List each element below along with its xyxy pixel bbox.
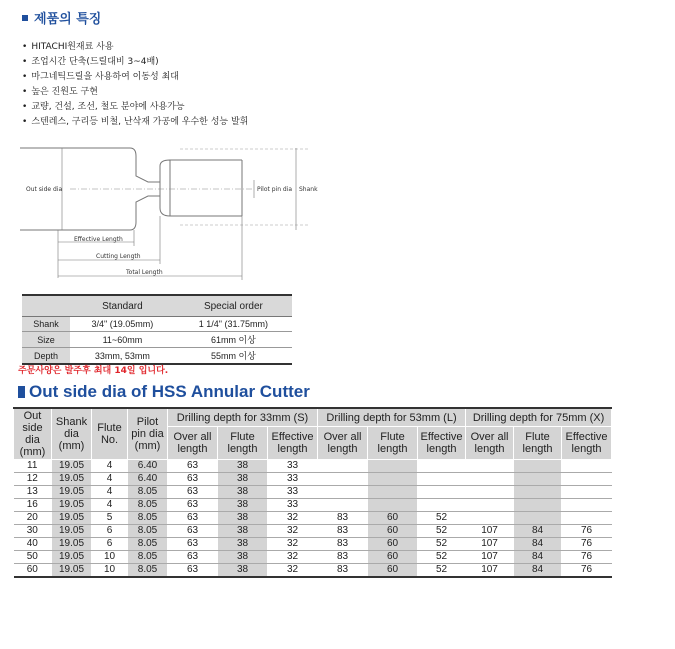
table-cell: 32 — [268, 551, 318, 564]
table-cell: 8.05 — [128, 512, 168, 525]
header-effective-length: Effective length — [562, 427, 612, 460]
table-cell: 63 — [168, 473, 218, 486]
effective-length-label: Effective Length — [74, 236, 123, 243]
table-cell — [466, 460, 514, 473]
table-cell: 52 — [418, 551, 466, 564]
table-row — [14, 460, 612, 473]
shank-table-header — [22, 295, 70, 317]
table-cell: 33 — [268, 486, 318, 499]
table-cell — [368, 499, 418, 512]
table-cell: 19.05 — [52, 499, 92, 512]
shank-table — [22, 294, 292, 365]
row-label: Size — [22, 332, 70, 348]
table-cell: 8.05 — [128, 486, 168, 499]
table-cell: 6 — [92, 525, 128, 538]
feature-item: • 마그네틱드릴을 사용하여 이동성 최대 — [22, 70, 248, 85]
table-cell: 63 — [168, 564, 218, 578]
shank-label: Shank — [299, 186, 318, 193]
table-cell: 19.05 — [52, 551, 92, 564]
table-cell: 10 — [92, 564, 128, 578]
table-cell: 19.05 — [52, 538, 92, 551]
table-cell: 83 — [318, 551, 368, 564]
table-cell: 40 — [14, 538, 52, 551]
table-cell: 60 — [368, 525, 418, 538]
table-cell: 13 — [14, 486, 52, 499]
table-cell: 84 — [514, 538, 562, 551]
table-cell — [514, 512, 562, 525]
table-cell — [368, 473, 418, 486]
table-cell — [514, 486, 562, 499]
table-cell: 52 — [418, 538, 466, 551]
table-cell — [514, 460, 562, 473]
shank-outline — [160, 160, 242, 216]
header-group-53mm: Drilling depth for 53mm (L) — [318, 408, 466, 427]
table-cell — [418, 473, 466, 486]
table-cell: 38 — [218, 564, 268, 578]
square-bullet-icon — [18, 386, 25, 398]
table-cell: 84 — [514, 525, 562, 538]
table-cell — [318, 486, 368, 499]
header-out-side-dia: Out side dia (mm) — [14, 408, 52, 460]
table-row — [14, 525, 612, 538]
table-row — [22, 317, 292, 332]
section-header — [18, 382, 310, 402]
feature-list — [22, 40, 248, 130]
table-cell — [466, 499, 514, 512]
header-over-all-length: Over all length — [318, 427, 368, 460]
cutter-spec-table — [13, 407, 612, 578]
table-row — [14, 512, 612, 525]
table-cell: 107 — [466, 538, 514, 551]
row-label: Depth — [22, 348, 70, 365]
table-cell — [418, 499, 466, 512]
table-row — [14, 499, 612, 512]
table-cell — [318, 499, 368, 512]
table-cell: 19.05 — [52, 486, 92, 499]
table-cell: 33 — [268, 473, 318, 486]
table-cell: 107 — [466, 564, 514, 578]
table-cell: 63 — [168, 460, 218, 473]
table-cell — [466, 486, 514, 499]
table-row — [14, 486, 612, 499]
table-cell — [466, 473, 514, 486]
table-cell: 12 — [14, 473, 52, 486]
table-cell: 83 — [318, 564, 368, 578]
table-cell: 84 — [514, 551, 562, 564]
table-cell: 55mm 이상 — [175, 348, 292, 365]
table-cell: 3/4" (19.05mm) — [70, 317, 175, 332]
table-cell: 33 — [268, 460, 318, 473]
table-cell — [318, 473, 368, 486]
table-cell: 63 — [168, 512, 218, 525]
table-cell: 50 — [14, 551, 52, 564]
table-cell: 38 — [218, 551, 268, 564]
table-cell: 52 — [418, 512, 466, 525]
table-cell: 38 — [218, 460, 268, 473]
table-row — [22, 332, 292, 348]
section-title: Out side dia of HSS Annular Cutter — [29, 382, 310, 401]
table-cell: 8.05 — [128, 551, 168, 564]
table-cell: 38 — [218, 499, 268, 512]
table-cell: 33 — [268, 499, 318, 512]
table-cell — [562, 460, 612, 473]
table-cell — [562, 499, 612, 512]
header-group-33mm: Drilling depth for 33mm (S) — [168, 408, 318, 427]
table-cell: 107 — [466, 525, 514, 538]
table-cell: 76 — [562, 525, 612, 538]
table-cell: 6.40 — [128, 460, 168, 473]
pilot-pin-dia-label: Pilot pin dia — [257, 186, 293, 193]
table-cell: 16 — [14, 499, 52, 512]
table-cell: 32 — [268, 538, 318, 551]
table-cell: 63 — [168, 538, 218, 551]
table-cell: 6 — [92, 538, 128, 551]
header-flute-length: Flute length — [218, 427, 268, 460]
table-cell — [318, 460, 368, 473]
table-cell: 32 — [268, 512, 318, 525]
table-cell: 84 — [514, 564, 562, 578]
table-cell — [466, 512, 514, 525]
table-cell: 38 — [218, 512, 268, 525]
table-row — [14, 551, 612, 564]
table-row — [22, 348, 292, 365]
header-effective-length: Effective length — [418, 427, 466, 460]
feature-item: • 조업시간 단축(드릴대비 3~4배) — [22, 55, 248, 70]
table-cell: 107 — [466, 551, 514, 564]
header-over-all-length: Over all length — [168, 427, 218, 460]
cutter-diagram — [10, 146, 330, 286]
header-flute-length: Flute length — [368, 427, 418, 460]
out-side-dia-label: Out side dia — [26, 186, 63, 193]
table-cell: 8.05 — [128, 564, 168, 578]
table-cell: 76 — [562, 538, 612, 551]
header-group-75mm: Drilling depth for 75mm (X) — [466, 408, 612, 427]
table-cell — [418, 486, 466, 499]
table-cell: 8.05 — [128, 538, 168, 551]
table-cell: 8.05 — [128, 525, 168, 538]
table-cell: 52 — [418, 564, 466, 578]
table-cell: 83 — [318, 525, 368, 538]
table-cell: 38 — [218, 525, 268, 538]
table-cell — [562, 486, 612, 499]
table-cell: 61mm 이상 — [175, 332, 292, 348]
table-cell: 8.05 — [128, 499, 168, 512]
feature-item: • 높은 진원도 구현 — [22, 85, 248, 100]
header-flute-length: Flute length — [514, 427, 562, 460]
table-cell: 32 — [268, 564, 318, 578]
table-cell: 6.40 — [128, 473, 168, 486]
table-cell: 19.05 — [52, 512, 92, 525]
table-cell: 33mm, 53mm — [70, 348, 175, 365]
table-row — [14, 564, 612, 578]
header-pilot-pin-dia: Pilot pin dia (mm) — [128, 408, 168, 460]
table-cell: 63 — [168, 499, 218, 512]
table-cell: 11~60mm — [70, 332, 175, 348]
table-cell — [514, 473, 562, 486]
table-cell: 60 — [14, 564, 52, 578]
table-cell: 10 — [92, 551, 128, 564]
table-cell: 4 — [92, 499, 128, 512]
table-cell: 63 — [168, 551, 218, 564]
table-cell: 60 — [368, 538, 418, 551]
table-cell — [368, 460, 418, 473]
table-cell: 38 — [218, 538, 268, 551]
table-cell: 4 — [92, 460, 128, 473]
feature-item: • HITACHI원재료 사용 — [22, 40, 248, 55]
table-cell: 20 — [14, 512, 52, 525]
feature-item: • 스텐레스, 구리등 비철, 난삭재 가공에 우수한 성능 발휘 — [22, 115, 248, 130]
cutting-length-label: Cutting Length — [96, 253, 141, 260]
table-cell: 32 — [268, 525, 318, 538]
features-title: 제품의 특징 — [34, 12, 102, 27]
table-cell: 30 — [14, 525, 52, 538]
table-cell — [514, 499, 562, 512]
table-cell: 38 — [218, 486, 268, 499]
table-cell: 63 — [168, 486, 218, 499]
table-cell: 52 — [418, 525, 466, 538]
table-cell: 1 1/4" (31.75mm) — [175, 317, 292, 332]
table-cell: 11 — [14, 460, 52, 473]
table-cell: 19.05 — [52, 473, 92, 486]
shank-table-header: Standard — [70, 295, 175, 317]
table-row — [14, 473, 612, 486]
table-cell: 5 — [92, 512, 128, 525]
header-shank-dia: Shank dia (mm) — [52, 408, 92, 460]
square-bullet-icon — [22, 15, 28, 21]
header-over-all-length: Over all length — [466, 427, 514, 460]
header-flute-no: Flute No. — [92, 408, 128, 460]
table-cell: 4 — [92, 486, 128, 499]
table-cell: 76 — [562, 564, 612, 578]
table-cell: 60 — [368, 512, 418, 525]
table-cell: 76 — [562, 551, 612, 564]
header-effective-length: Effective length — [268, 427, 318, 460]
shank-table-header: Special order — [175, 295, 292, 317]
table-cell: 4 — [92, 473, 128, 486]
table-cell — [562, 512, 612, 525]
table-cell: 19.05 — [52, 525, 92, 538]
table-cell — [562, 473, 612, 486]
features-header — [22, 8, 101, 27]
table-cell: 19.05 — [52, 564, 92, 578]
total-length-label: Total Length — [126, 269, 163, 276]
feature-item: • 교량, 건설, 조선, 철도 분야에 사용가능 — [22, 100, 248, 115]
table-row — [14, 538, 612, 551]
table-cell: 19.05 — [52, 460, 92, 473]
table-cell: 63 — [168, 525, 218, 538]
order-note: 주문사양은 발주후 최대 14일 입니다. — [18, 366, 169, 376]
row-label: Shank — [22, 317, 70, 332]
table-cell — [418, 460, 466, 473]
table-cell: 83 — [318, 538, 368, 551]
table-cell: 60 — [368, 564, 418, 578]
table-cell: 83 — [318, 512, 368, 525]
table-cell: 38 — [218, 473, 268, 486]
table-cell — [368, 486, 418, 499]
table-cell: 60 — [368, 551, 418, 564]
